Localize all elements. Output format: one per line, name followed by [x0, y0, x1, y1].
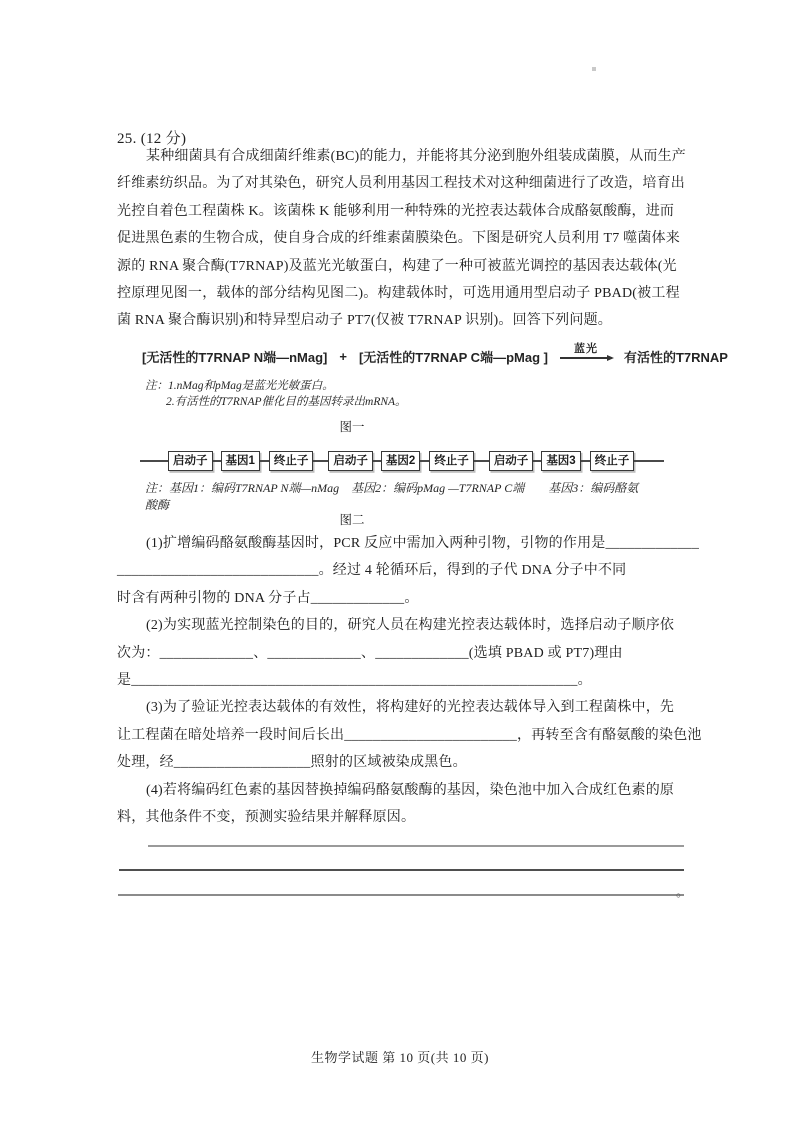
answer-line-3 [118, 894, 684, 896]
figure1-plus-sign: + [339, 349, 347, 364]
figure2-box-terminator-1: 终止子 [269, 451, 314, 472]
scan-artifact-dot [592, 67, 596, 71]
figure2-note-1: 注：基因1：编码T7RNAP N端—nMag 基因2：编码pMag —T7RNAP C端 基因3：编码酪氨 [145, 481, 639, 495]
figure2-box-gene-2: 基因2 [381, 451, 420, 472]
figure1-caption: 图一 [339, 420, 365, 434]
figure1-reactant1: [无活性的T7RNAP N端—nMag] [142, 350, 328, 365]
figure2-caption: 图二 [339, 513, 365, 527]
intro-line-7: 菌 RNA 聚合酶识别)和特异型启动子 PT7(仅被 T7RNAP 识别)。回答下列问题。 [117, 313, 612, 329]
figure1-reaction [142, 343, 728, 366]
intro-line-4: 促进黑色素的生物合成，使自身合成的纤维素菌膜染色。下图是研究人员利用 T7 噬菌体来 [117, 231, 680, 247]
intro-line-6: 控原理见图一，载体的部分结构见图二)。构建载体时，可选用通用型启动子 PBAD(被工程 [117, 286, 680, 302]
question-number: 25. (12 分) [117, 131, 187, 147]
figure1-notes [145, 379, 407, 410]
question3-line-2: 让工程菌在暗处培养一段时间后长出________________________，再转至含有酪氨酸的染色池 [117, 727, 702, 743]
answer-line-2 [119, 869, 684, 871]
question2-line-1: (2)为实现蓝光控制染色的目的，研究人员在构建光控表达载体时，选择启动子顺序依 [146, 618, 675, 634]
figure2-construct-diagram [140, 449, 664, 473]
question3-line-1: (3)为了验证光控表达载体的有效性，将构建好的光控表达载体导入到工程菌株中，先 [146, 700, 675, 716]
intro-line-2: 纤维素纺织品。为了对其染色，研究人员利用基因工程技术对这种细菌进行了改造，培育出 [117, 176, 685, 192]
figure2-notes [145, 480, 638, 513]
figure1-reactant2: [无活性的T7RNAP C端—pMag ] [358, 350, 548, 365]
question1-line-3: 时含有两种引物的 DNA 分子占_____________。 [117, 590, 419, 606]
question4-line-1: (4)若将编码红色素的基因替换掉编码酪氨酸酶的基因，染色池中加入合成红色素的原 [146, 782, 675, 798]
answer-line-period: 。 [676, 884, 690, 899]
intro-line-1: 某种细菌具有合成细菌纤维素(BC)的能力，并能将其分泌到胞外组装成菌膜，从而生产 [146, 149, 686, 164]
figure2-box-promoter-1: 启动子 [168, 451, 213, 472]
figure2-box-gene-3: 基因3 [541, 451, 580, 472]
blue-light-arrow [560, 340, 612, 358]
answer-line-1 [148, 845, 684, 847]
intro-paragraph [117, 143, 686, 335]
figure1-product: 有活性的T7RNAP [623, 350, 728, 365]
figure1-note-2: 2.有活性的T7RNAP催化目的基因转录出mRNA。 [166, 395, 407, 408]
right-arrow-icon [560, 357, 612, 358]
question4-line-2: 料，其他条件不变，预测实验结果并解释原因。 [117, 810, 416, 826]
figure2-box-terminator-2: 终止子 [429, 451, 474, 472]
question1-line-1: (1)扩增编码酪氨酸酶基因时，PCR 反应中需加入两种引物，引物的作用是_____________ [146, 536, 700, 551]
figure2-box-promoter-3: 启动子 [489, 451, 534, 472]
intro-line-5: 源的 RNA 聚合酶(T7RNAP)及蓝光光敏蛋白，构建了一种可被蓝光调控的基因表达载体(光 [117, 258, 677, 274]
figure2-note-2: 酸酶 [145, 497, 170, 512]
questions-block [117, 530, 702, 831]
intro-line-3: 光控自着色工程菌株 K。该菌株 K 能够利用一种特殊的光控表达载体合成酪氨酸酶，进而 [117, 203, 675, 219]
figure2-box-gene-1: 基因1 [221, 451, 260, 472]
page-footer: 生物学试题 第 10 页(共 10 页) [311, 1050, 489, 1065]
blue-light-arrow-label: 蓝光 [573, 343, 598, 356]
question2-line-3: 是______________________________________________________________。 [117, 673, 592, 689]
figure2-box-terminator-3: 终止子 [590, 451, 635, 472]
question3-line-3: 处理，经___________________照射的区域被染成黑色。 [117, 755, 467, 771]
figure2-box-promoter-2: 启动子 [328, 451, 373, 472]
question1-line-2: ____________________________。经过 4 轮循环后，得到的子代 DNA 分子中不同 [117, 563, 627, 579]
figure1-note-1: 注：1.nMag和pMag是蓝光光敏蛋白。 [145, 380, 334, 392]
question2-line-2: 次为：_____________、_____________、_____________(选填 PBAD 或 PT7)理由 [117, 645, 623, 661]
